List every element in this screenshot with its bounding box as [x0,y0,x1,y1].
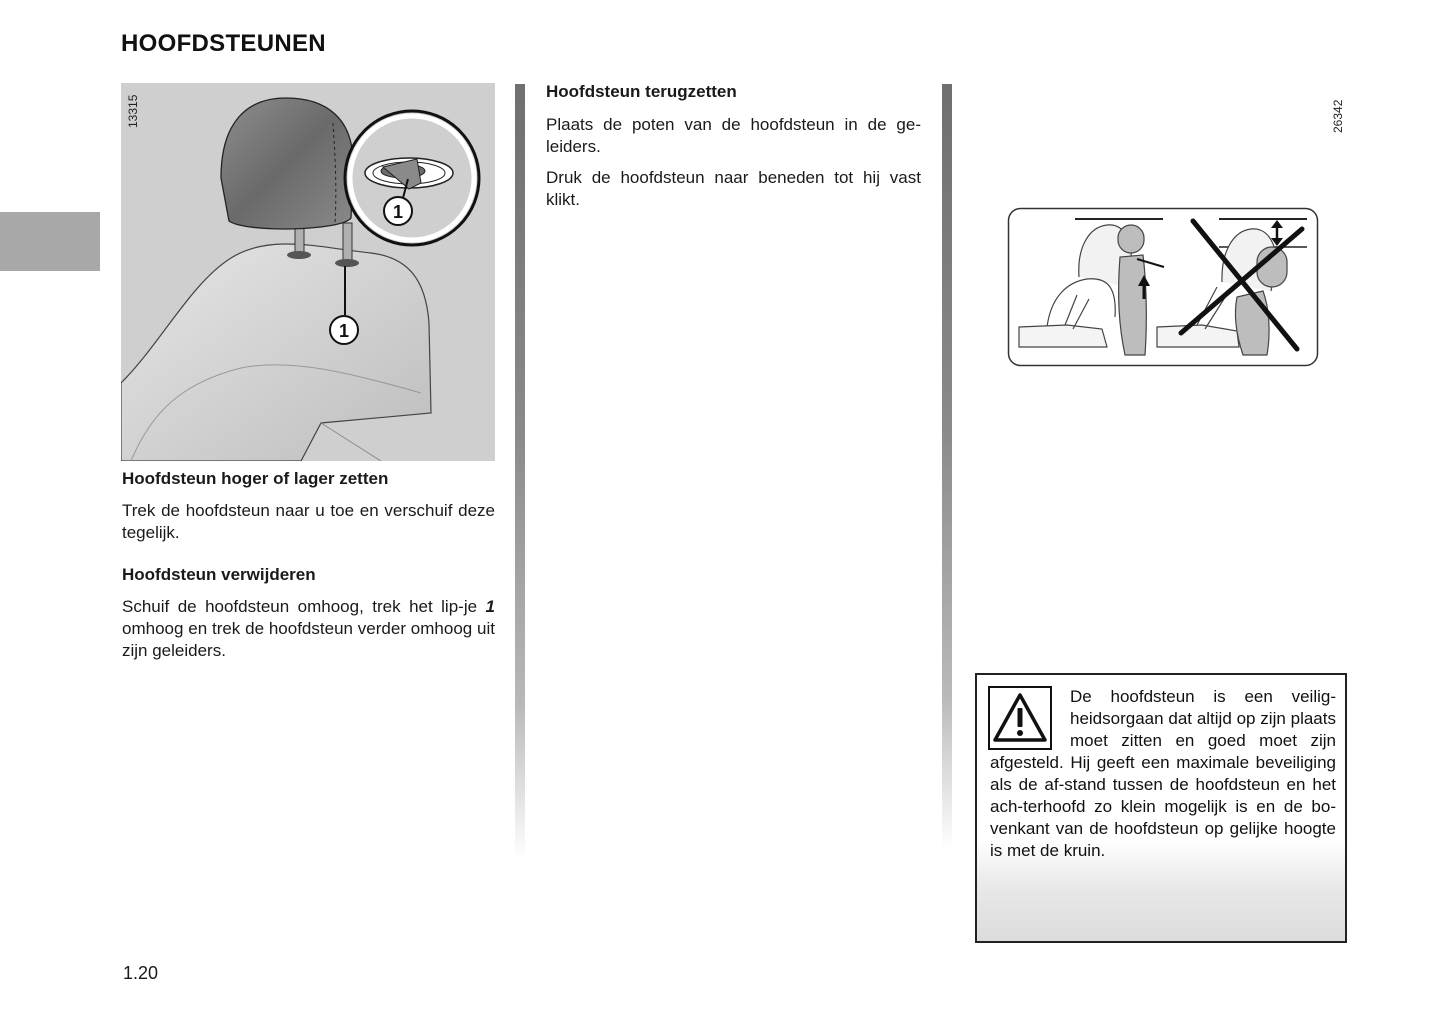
svg-text:1: 1 [392,202,404,222]
callout-1-bottom [330,316,358,344]
column-divider-right [942,84,952,849]
callout-1-top [384,197,412,225]
text-remove-clip-ref: 1 [485,597,495,616]
headrest-position-illustration [1007,207,1319,367]
text-remove-part2: omhoog en trek de hoofdsteun verder omhoog uit zijn geleiders. [122,619,495,660]
headrest-cushion [221,98,353,229]
headrest-post-right [343,223,352,265]
page-title: HOOFDSTEUNEN [121,30,326,57]
heading-adjust-headrest: Hoofdsteun hoger of lager zetten [122,469,389,488]
headrest-illustration [121,83,495,461]
heading-remove-headrest: Hoofdsteun verwijderen [122,565,316,584]
magnified-clip-detail [345,111,479,245]
figure-2-code: 26342 [1331,99,1345,133]
svg-text:1: 1 [338,321,350,341]
figure-1-code: 13315 [126,94,140,128]
warning-text-content: De hoofdsteun is een veilig-heidsorgaan dat altijd op zijn plaats moet zitten en goed moet zijn afgesteld. Hij geeft een maximale beveiliging als de af-stand tussen de hoofdsteun en het ach-terhoofd zo klein mogelijk is en de bo-venkant van de hoofdsteun op gelijke hoogte is met de kruin. [990,687,1336,860]
warning-box [975,673,1347,943]
page-number: 1.20 [123,963,159,983]
text-refit-step-2: Druk de hoofdsteun naar beneden tot hij vast klikt. [546,168,921,209]
warning-text [990,686,1336,862]
text-refit-step-1: Plaats de poten van de hoofdsteun in de ge-leiders. [546,115,921,156]
chapter-tab [0,212,100,271]
text-adjust-headrest: Trek de hoofdsteun naar u toe en verschuif deze tegelijk. [122,501,495,542]
text-remove-headrest [122,596,495,662]
heading-refit-headrest: Hoofdsteun terugzetten [546,82,737,101]
column-divider-left [515,84,525,860]
text-remove-part1: Schuif de hoofdsteun omhoog, trek het lip-je [122,597,486,616]
